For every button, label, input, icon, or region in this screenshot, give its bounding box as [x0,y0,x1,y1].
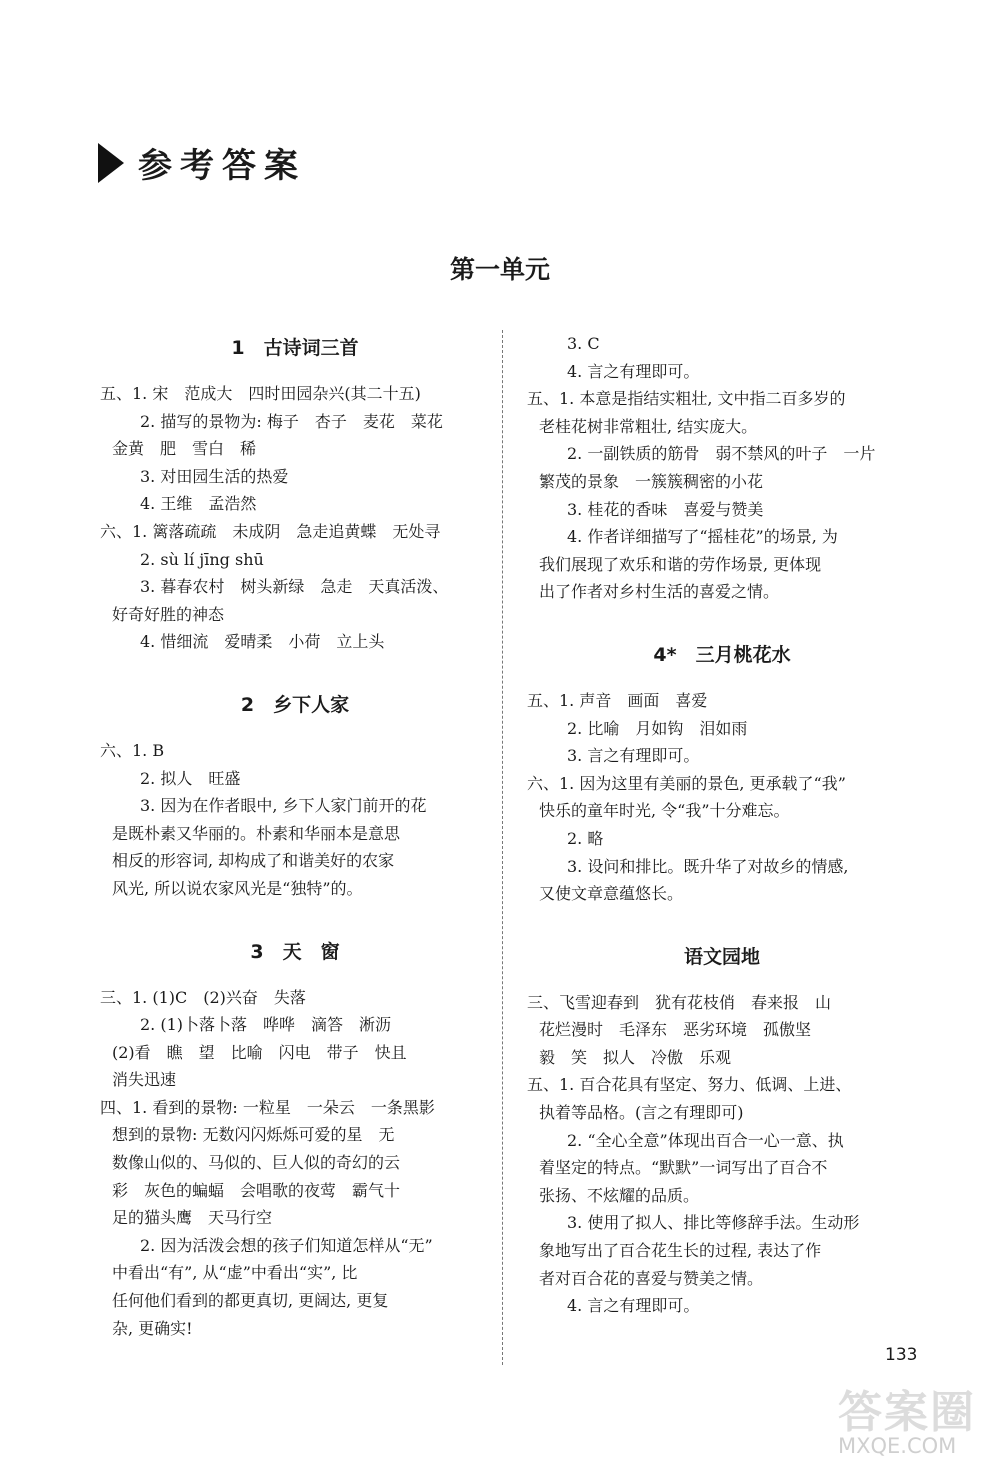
column-divider [502,330,503,1365]
answer-line: 六、1. B [100,740,165,760]
answer-line: 五、1. 百合花具有坚定、努力、低调、上进、 [527,1075,852,1095]
right-column [527,330,917,1320]
answer-line: 3. 桂花的香味 喜爱与赞美 [567,499,764,519]
answer-line: 2. “全心全意”体现出百合一心一意、执 [567,1130,844,1150]
answer-line: 3. 暮春农村 树头新绿 急走 天真活泼、 [140,577,449,597]
answer-line: 繁茂的景象 一簇簇稠密的小花 [539,471,764,491]
answer-line: 三、1. (1)C (2)兴奋 失落 [100,987,306,1007]
answer-line: 3. 使用了拟人、排比等修辞手法。生动形 [567,1213,860,1233]
answer-line: 出了作者对乡村生活的喜爱之情。 [539,582,780,602]
answer-line: 任何他们看到的都更真切, 更阔达, 更复 [112,1291,389,1311]
section-title: 4* 三月桃花水 [653,643,791,666]
answer-line: 2. 描写的景物为: 梅子 杏子 麦花 菜花 [140,411,443,431]
answer-line: 中看出“有”, 从“虚”中看出“实”, 比 [112,1263,358,1283]
answer-line: 五、1. 本意是指结实粗壮, 文中指二百多岁的 [527,389,846,409]
answer-line: 五、1. 宋 范成大 四时田园杂兴(其二十五) [100,384,421,403]
left-column [100,330,490,1342]
answer-line: 4. 言之有理即可。 [567,1296,700,1316]
answer-line: 3. 对田园生活的热爱 [140,466,289,486]
section-title: 语文园地 [683,945,760,968]
answer-line: 风光, 所以说农家风光是“独特”的。 [112,878,363,898]
answer-line: 数像山似的、马似的、巨人似的奇幻的云 [112,1153,401,1173]
answer-line: 想到的景物: 无数闪闪烁烁可爱的星 无 [112,1125,395,1145]
answer-line: 六、1. 因为这里有美丽的景色, 更承载了“我” [527,773,846,793]
answer-line: 者对百合花的喜爱与赞美之情。 [539,1268,764,1288]
answer-line: 五、1. 声音 画面 喜爱 [527,690,708,710]
answer-line: 执着等品格。(言之有理即可) [539,1103,744,1123]
page-number: 133 [885,1345,918,1365]
answer-line: 足的猫头鹰 天马行空 [112,1208,273,1228]
answer-line: 消失迅速 [112,1070,177,1090]
answer-line: 相反的形容词, 却构成了和谐美好的农家 [112,851,395,871]
answer-line: 4. 言之有理即可。 [567,361,700,381]
section-title: 2 乡下人家 [240,693,350,716]
answer-line: 2. 拟人 旺盛 [140,768,241,788]
answer-line: (2)看 瞧 望 比喻 闪电 带子 快且 [112,1042,407,1062]
section-title: 3 天 窗 [250,940,340,963]
answer-line: 是既朴素又华丽的。朴素和华丽本是意思 [112,823,401,843]
answer-line: 3. 言之有理即可。 [567,746,700,766]
answer-line: 3. C [567,334,600,353]
triangle-marker-icon [98,143,124,183]
answer-line: 金黄 肥 雪白 稀 [112,439,257,459]
watermark-logo [838,1376,988,1456]
answer-line: 毅 笑 拟人 冷傲 乐观 [539,1047,732,1067]
answer-line: 2. 一副铁质的筋骨 弱不禁风的叶子 一片 [567,444,876,464]
answer-line: 4. 惜细流 爱晴柔 小荷 立上头 [140,632,385,652]
watermark-text: 答案圈 [838,1387,976,1438]
answer-line: 花烂漫时 毛泽东 恶劣环境 孤傲坚 [539,1020,812,1040]
answer-line: 2. 因为活泼会想的孩子们知道怎样从“无” [140,1235,433,1255]
answer-line: 又使文章意蕴悠长。 [539,884,684,904]
answer-line: 六、1. 篱落疏疏 未成阴 急走追黄蝶 无处寻 [100,521,441,541]
unit-title: 第一单元 [449,255,550,284]
answer-line: 2. 比喻 月如钩 泪如雨 [567,718,748,738]
answer-line: 老桂花树非常粗壮, 结实庞大。 [539,416,758,436]
answer-line: 我们展现了欢乐和谐的劳作场景, 更体现 [539,554,822,574]
answer-line: 三、飞雪迎春到 犹有花枝俏 春来报 山 [527,992,832,1012]
answer-line: 4. 王维 孟浩然 [140,494,257,514]
answer-line: 四、1. 看到的景物: 一粒星 一朵云 一条黑影 [100,1097,435,1117]
answer-line: 杂, 更确实! [112,1318,193,1338]
answer-line: 2. (1)卜落卜落 哗哗 滴答 淅沥 [140,1015,392,1035]
answer-line: 4. 作者详细描写了“摇桂花”的场景, 为 [567,527,838,547]
page-title: 参考答案 [138,146,306,186]
answer-line: 2. 略 [567,828,604,848]
answer-line: 好奇好胜的神态 [112,604,225,624]
watermark-url: MXQE.COM [838,1434,957,1458]
section-title: 1 古诗词三首 [231,337,359,359]
answer-line: 彩 灰色的蝙蝠 会唱歌的夜莺 霸气十 [112,1180,401,1200]
answer-line: 2. sù lí jīng shū [140,549,264,569]
page-header [98,138,306,187]
answer-line: 3. 设问和排比。既升华了对故乡的情感, [567,856,849,876]
answer-line: 快乐的童年时光, 令“我”十分难忘。 [539,801,790,821]
answer-line: 着坚定的特点。“默默”一词写出了百合不 [539,1158,828,1178]
answer-line: 张扬、不炫耀的品质。 [539,1185,700,1205]
answer-line: 3. 因为在作者眼中, 乡下人家门前开的花 [140,796,427,816]
answer-line: 象地写出了百合花生长的过程, 表达了作 [539,1241,822,1261]
